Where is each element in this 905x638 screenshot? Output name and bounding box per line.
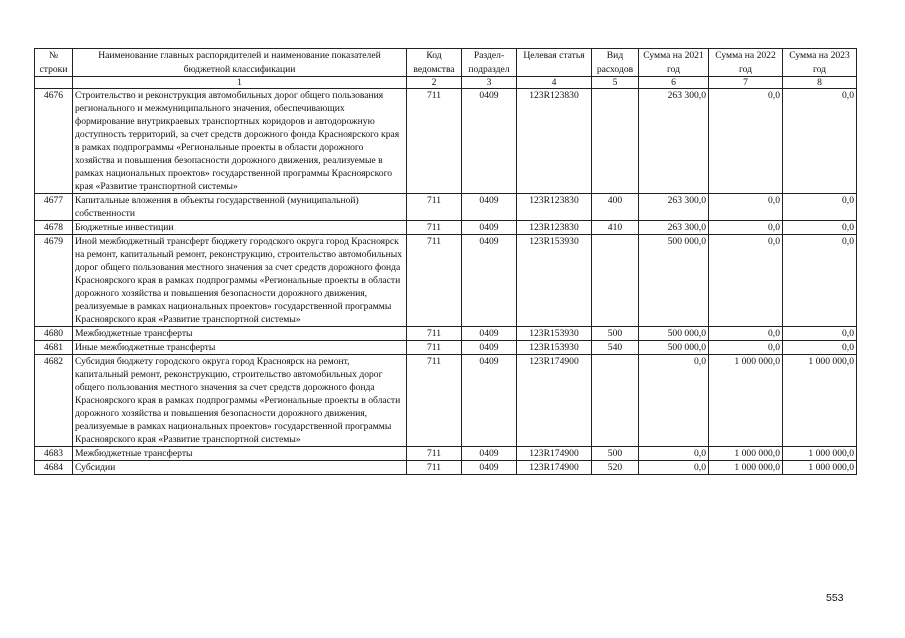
row-sum-2023: 0,0 (783, 194, 857, 221)
row-sum-2022: 0,0 (709, 194, 783, 221)
row-dept-code: 711 (407, 355, 462, 447)
row-sum-2022: 0,0 (709, 221, 783, 235)
row-section: 0409 (462, 341, 517, 355)
row-number: 4676 (35, 89, 73, 194)
row-sum-2023: 0,0 (783, 341, 857, 355)
table-row (35, 194, 857, 221)
row-name: Капитальные вложения в объекты государственной (муниципальной) собственности (73, 194, 407, 221)
row-number: 4681 (35, 341, 73, 355)
row-name: Межбюджетные трансферты (73, 447, 407, 461)
table-row (35, 447, 857, 461)
row-name: Иной межбюджетный трансферт бюджету городского округа город Красноярск на ремонт, капитальный ремонт, реконструкцию, строительство автомобильных дорог общего пользования местного значения за счет средств дорожного фонда Красноярского края в рамках подпрограммы «Региональные проекты в области дорожного хозяйства и повышения безопасности дорожного движения, реализуемые в рамках национальных проектов» государственной программы Красноярского края «Развитие транспортной системы» (73, 235, 407, 327)
row-sum-2021: 263 300,0 (639, 194, 709, 221)
row-number: 4682 (35, 355, 73, 447)
row-number: 4683 (35, 447, 73, 461)
row-sum-2023: 1 000 000,0 (783, 447, 857, 461)
row-number: 4678 (35, 221, 73, 235)
row-name: Строительство и реконструкция автомобильных дорог общего пользования регионального и межмуниципального значения, обеспечивающих формирование внутрикраевых транспортных коридоров и автодорожную доступность территорий, за счет средств дорожного фонда Красноярского края в рамках подпрограммы «Региональные проекты в области дорожного хозяйства и повышения безопасности дорожного движения, реализуемые в рамках национальных проектов» государственной программы Красноярского края «Развитие транспортной системы» (73, 89, 407, 194)
row-section: 0409 (462, 235, 517, 327)
row-expense-type: 500 (592, 447, 639, 461)
row-name: Иные межбюджетные трансферты (73, 341, 407, 355)
header-sum-2023: Сумма на 2023 год (783, 49, 857, 77)
header-number-cell: 4 (517, 77, 592, 89)
row-number: 4679 (35, 235, 73, 327)
table-body (35, 89, 857, 475)
row-dept-code: 711 (407, 341, 462, 355)
header-target-article: Целевая статья (517, 49, 592, 77)
row-target-article: 123R123830 (517, 89, 592, 194)
row-sum-2022: 1 000 000,0 (709, 355, 783, 447)
row-sum-2022: 0,0 (709, 327, 783, 341)
row-name: Межбюджетные трансферты (73, 327, 407, 341)
row-name: Субсидии (73, 461, 407, 475)
header-number-cell: 8 (783, 77, 857, 89)
table-header (35, 49, 857, 89)
row-sum-2022: 0,0 (709, 341, 783, 355)
row-sum-2021: 500 000,0 (639, 235, 709, 327)
row-sum-2023: 0,0 (783, 235, 857, 327)
header-name: Наименование главных распорядителей и наименование показателей бюджетной классификации (73, 49, 407, 77)
row-target-article: 123R153930 (517, 341, 592, 355)
row-section: 0409 (462, 221, 517, 235)
row-number: 4677 (35, 194, 73, 221)
row-expense-type: 540 (592, 341, 639, 355)
row-sum-2022: 0,0 (709, 235, 783, 327)
header-number-cell: 3 (462, 77, 517, 89)
table-row (35, 461, 857, 475)
header-dept-code: Код ведомства (407, 49, 462, 77)
row-section: 0409 (462, 355, 517, 447)
row-sum-2021: 0,0 (639, 461, 709, 475)
header-section: Раздел-подраздел (462, 49, 517, 77)
row-section: 0409 (462, 447, 517, 461)
header-number-cell: 5 (592, 77, 639, 89)
row-expense-type: 520 (592, 461, 639, 475)
budget-table (34, 48, 857, 475)
row-sum-2023: 1 000 000,0 (783, 355, 857, 447)
header-number-cell (35, 77, 73, 89)
row-expense-type (592, 89, 639, 194)
row-sum-2021: 263 300,0 (639, 221, 709, 235)
row-dept-code: 711 (407, 221, 462, 235)
table-row (35, 355, 857, 447)
row-target-article: 123R153930 (517, 327, 592, 341)
table-row (35, 341, 857, 355)
header-number-cell: 7 (709, 77, 783, 89)
header-sum-2022: Сумма на 2022 год (709, 49, 783, 77)
table-row (35, 327, 857, 341)
row-expense-type: 500 (592, 327, 639, 341)
row-dept-code: 711 (407, 194, 462, 221)
table-row (35, 221, 857, 235)
row-sum-2021: 263 300,0 (639, 89, 709, 194)
row-target-article: 123R174900 (517, 355, 592, 447)
header-sum-2021: Сумма на 2021 год (639, 49, 709, 77)
header-expense-type: Вид расходов (592, 49, 639, 77)
row-sum-2023: 1 000 000,0 (783, 461, 857, 475)
row-target-article: 123R174900 (517, 461, 592, 475)
row-section: 0409 (462, 461, 517, 475)
row-section: 0409 (462, 194, 517, 221)
row-section: 0409 (462, 89, 517, 194)
row-sum-2023: 0,0 (783, 89, 857, 194)
row-sum-2023: 0,0 (783, 327, 857, 341)
header-number-cell: 2 (407, 77, 462, 89)
header-number-row (35, 77, 857, 89)
row-sum-2021: 0,0 (639, 447, 709, 461)
header-number-cell: 1 (73, 77, 407, 89)
page-number: 553 (826, 592, 844, 604)
row-expense-type (592, 355, 639, 447)
row-sum-2022: 1 000 000,0 (709, 461, 783, 475)
row-number: 4684 (35, 461, 73, 475)
row-expense-type (592, 235, 639, 327)
row-name: Бюджетные инвестиции (73, 221, 407, 235)
row-number: 4680 (35, 327, 73, 341)
row-target-article: 123R123830 (517, 194, 592, 221)
table-row (35, 89, 857, 194)
table-row (35, 235, 857, 327)
row-dept-code: 711 (407, 327, 462, 341)
row-dept-code: 711 (407, 235, 462, 327)
row-sum-2022: 0,0 (709, 89, 783, 194)
header-row (35, 49, 857, 77)
row-dept-code: 711 (407, 447, 462, 461)
row-sum-2021: 500 000,0 (639, 341, 709, 355)
row-name: Субсидия бюджету городского округа город Красноярск на ремонт, капитальный ремонт, реконструкцию, строительство автомобильных дорог общего пользования местного значения за счет средств дорожного фонда Красноярского края в рамках подпрограммы «Региональные проекты в области дорожного хозяйства и повышения безопасности дорожного движения, реализуемые в рамках национальных проектов» государственной программы Красноярского края «Развитие транспортной системы» (73, 355, 407, 447)
row-expense-type: 400 (592, 194, 639, 221)
row-sum-2021: 500 000,0 (639, 327, 709, 341)
row-sum-2022: 1 000 000,0 (709, 447, 783, 461)
row-dept-code: 711 (407, 461, 462, 475)
row-section: 0409 (462, 327, 517, 341)
row-sum-2023: 0,0 (783, 221, 857, 235)
header-row-number: № строки (35, 49, 73, 77)
row-sum-2021: 0,0 (639, 355, 709, 447)
row-target-article: 123R153930 (517, 235, 592, 327)
row-target-article: 123R123830 (517, 221, 592, 235)
row-dept-code: 711 (407, 89, 462, 194)
header-number-cell: 6 (639, 77, 709, 89)
row-target-article: 123R174900 (517, 447, 592, 461)
row-expense-type: 410 (592, 221, 639, 235)
